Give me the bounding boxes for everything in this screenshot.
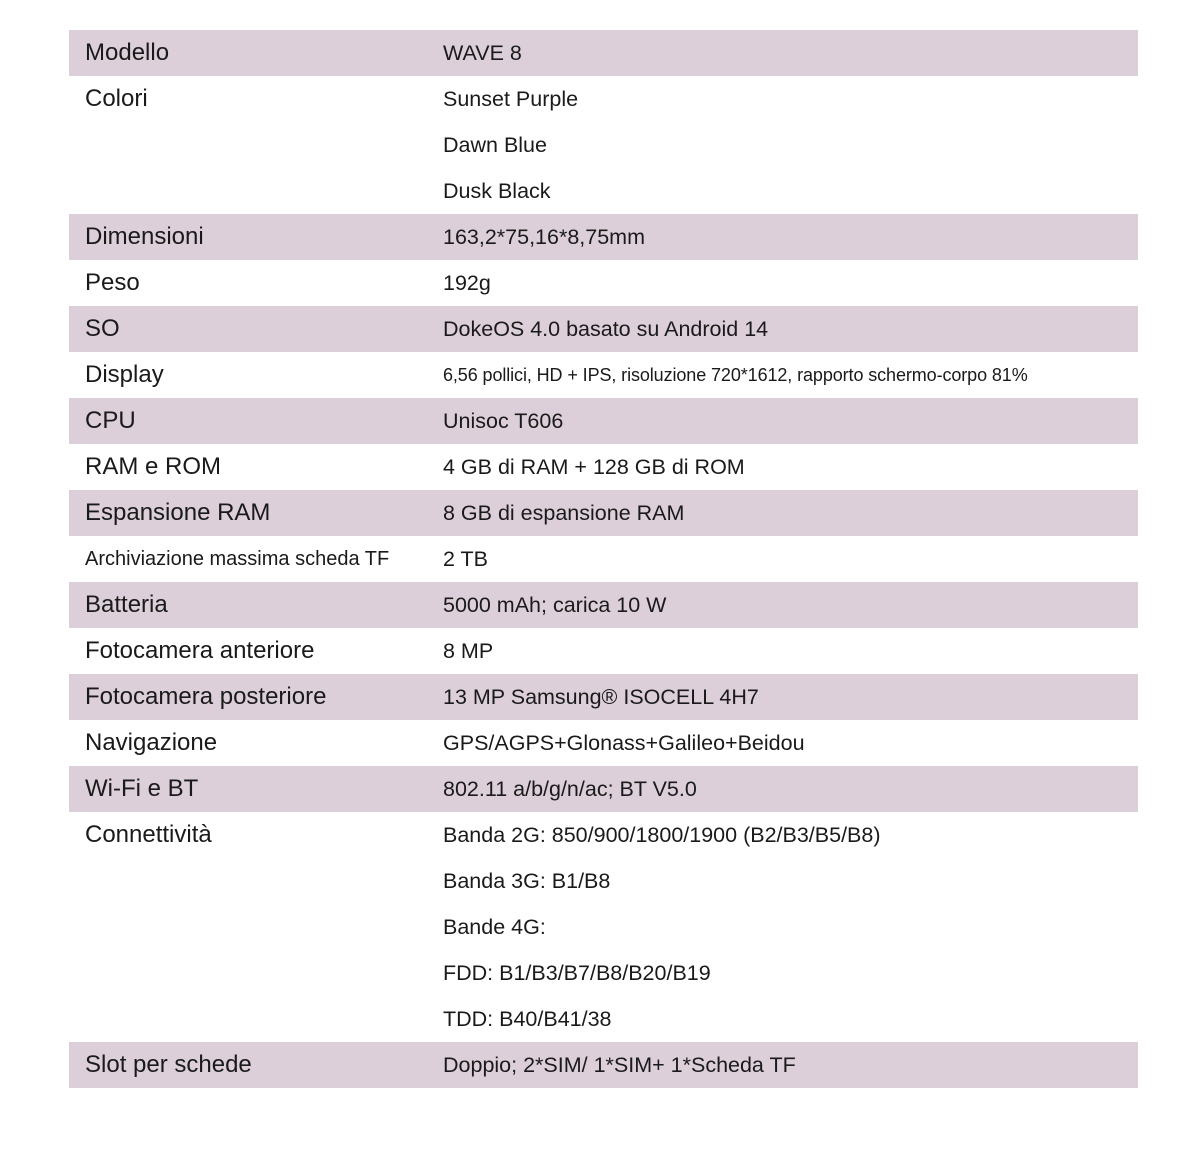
spec-values xyxy=(443,1042,1138,1088)
spec-row-colori xyxy=(69,76,1138,214)
spec-row-wifi-bt xyxy=(69,766,1138,812)
spec-value: Dusk Black xyxy=(443,179,551,203)
spec-label: Batteria xyxy=(85,591,168,618)
spec-label: Peso xyxy=(85,269,140,296)
spec-row-slot-schede xyxy=(69,1042,1138,1088)
spec-label: Colori xyxy=(85,85,148,112)
spec-value: 6,56 pollici, HD + IPS, risoluzione 720*1612, rapporto schermo-corpo 81% xyxy=(443,365,1028,385)
spec-row-archiviazione-tf xyxy=(69,536,1138,582)
spec-value: FDD: B1/B3/B7/B8/B20/B19 xyxy=(443,961,711,985)
spec-label: Modello xyxy=(85,39,170,66)
spec-label: Navigazione xyxy=(85,729,218,756)
spec-row-connettivita xyxy=(69,812,1138,1042)
spec-value: 2 TB xyxy=(443,547,489,571)
spec-label: Display xyxy=(85,361,164,388)
spec-row-ram-rom xyxy=(69,444,1138,490)
spec-value: 13 MP Samsung® ISOCELL 4H7 xyxy=(443,685,759,709)
spec-values xyxy=(443,490,1138,536)
spec-values xyxy=(443,306,1138,352)
spec-row-display xyxy=(69,352,1138,398)
spec-label: RAM e ROM xyxy=(85,453,222,480)
spec-values xyxy=(443,582,1138,628)
spec-value: Banda 3G: B1/B8 xyxy=(443,869,611,893)
spec-value: GPS/AGPS+Glonass+Galileo+Beidou xyxy=(443,731,805,755)
spec-label: Fotocamera posteriore xyxy=(85,683,327,710)
spec-values xyxy=(443,536,1138,582)
spec-value: 163,2*75,16*8,75mm xyxy=(443,225,646,249)
spec-value: 8 MP xyxy=(443,639,494,663)
spec-value: 4 GB di RAM + 128 GB di ROM xyxy=(443,455,745,479)
spec-row-batteria xyxy=(69,582,1138,628)
spec-row-fotocamera-anteriore xyxy=(69,628,1138,674)
spec-values xyxy=(443,214,1138,260)
spec-row-navigazione xyxy=(69,720,1138,766)
spec-label: Archiviazione massima scheda TF xyxy=(85,548,390,570)
spec-row-modello xyxy=(69,30,1138,76)
spec-values xyxy=(443,76,1138,214)
spec-values xyxy=(443,398,1138,444)
spec-label: Slot per schede xyxy=(85,1051,252,1078)
spec-values xyxy=(443,30,1138,76)
spec-values xyxy=(443,260,1138,306)
spec-value: 802.11 a/b/g/n/ac; BT V5.0 xyxy=(443,777,697,801)
spec-value: Doppio; 2*SIM/ 1*SIM+ 1*Scheda TF xyxy=(443,1053,796,1077)
spec-label: SO xyxy=(85,315,120,342)
spec-value: 192g xyxy=(443,271,491,295)
spec-values xyxy=(443,812,1138,1042)
spec-value: TDD: B40/B41/38 xyxy=(443,1007,612,1031)
spec-value: 5000 mAh; carica 10 W xyxy=(443,593,667,617)
spec-row-dimensioni xyxy=(69,214,1138,260)
spec-values xyxy=(443,720,1138,766)
spec-row-peso xyxy=(69,260,1138,306)
spec-values xyxy=(443,444,1138,490)
spec-value: WAVE 8 xyxy=(443,41,522,65)
spec-label: Espansione RAM xyxy=(85,499,271,526)
spec-row-fotocamera-posteriore xyxy=(69,674,1138,720)
spec-value: DokeOS 4.0 basato su Android 14 xyxy=(443,317,769,341)
spec-values xyxy=(443,766,1138,812)
spec-label: Dimensioni xyxy=(85,223,204,250)
spec-values xyxy=(443,674,1138,720)
spec-row-espansione-ram xyxy=(69,490,1138,536)
spec-value: Bande 4G: xyxy=(443,915,546,939)
spec-value: 8 GB di espansione RAM xyxy=(443,501,685,525)
spec-values xyxy=(443,352,1138,398)
spec-value: Unisoc T606 xyxy=(443,409,564,433)
spec-value: Banda 2G: 850/900/1800/1900 (B2/B3/B5/B8) xyxy=(443,823,881,847)
spec-value: Dawn Blue xyxy=(443,133,547,157)
spec-row-cpu xyxy=(69,398,1138,444)
spec-values xyxy=(443,628,1138,674)
spec-label: CPU xyxy=(85,407,136,434)
spec-row-so xyxy=(69,306,1138,352)
spec-table xyxy=(69,30,1138,1088)
spec-label: Connettività xyxy=(85,821,212,848)
spec-label: Fotocamera anteriore xyxy=(85,637,315,664)
spec-label: Wi-Fi e BT xyxy=(85,775,199,802)
spec-value: Sunset Purple xyxy=(443,87,579,111)
